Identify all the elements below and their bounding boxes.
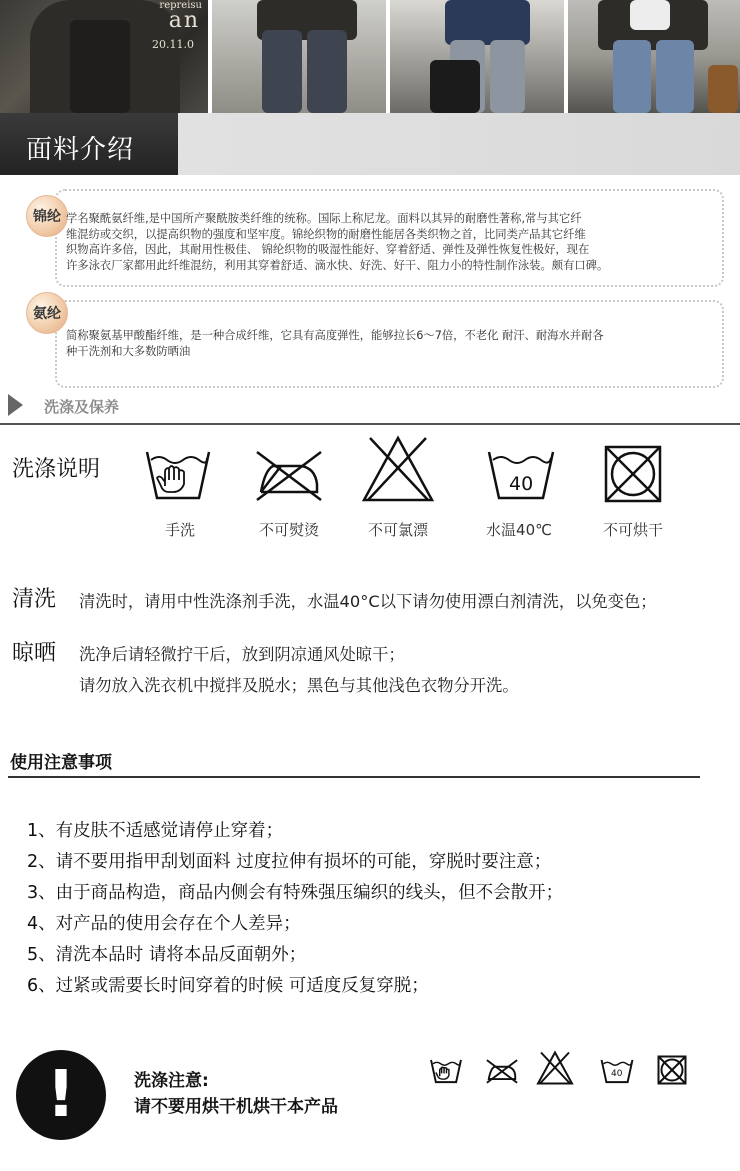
care-caption: 手洗 — [164, 521, 195, 539]
no-tumble-dry-icon — [603, 444, 663, 504]
model-photo-2 — [212, 0, 386, 113]
warning-text: 请不要用烘干机烘干本产品 — [134, 1097, 338, 1117]
cleaning-label: 清洗 — [12, 587, 57, 612]
fabric-line: 维混纺或交织，以提高织物的强度和坚牢度。锦纶织物的耐磨性能居各类织物之首，比同类产品其它纤维 — [66, 227, 586, 241]
drying-label: 晾晒 — [12, 641, 57, 666]
no-iron-icon — [485, 1057, 519, 1085]
divider — [8, 776, 700, 778]
hand-wash-icon — [143, 446, 213, 504]
wash-section-header — [8, 392, 208, 418]
fabric-badge-nylon: 锦纶 — [26, 195, 68, 237]
fabric-line: 种干洗剂和大多数防晒油 — [66, 344, 191, 358]
banner-tab — [0, 113, 178, 175]
warning-title: 洗涤注意: — [134, 1071, 209, 1091]
photo-caption-top: repreisu — [159, 0, 202, 11]
fabric-line: 简称聚氨基甲酸酯纤维，是一种合成纤维，它具有高度弹性，能够拉长6～7倍，不老化 耐汗、耐海水并耐各 — [66, 329, 604, 342]
note-item: 3、由于商品构造，商品内侧会有特殊强压编织的线头，但不会散开； — [27, 883, 564, 903]
no-bleach-icon — [536, 1050, 574, 1086]
note-item: 5、清洗本品时 请将本品反面朝外； — [27, 945, 307, 965]
notes-title: 使用注意事项 — [10, 753, 112, 773]
note-item: 1、有皮肤不适感觉请停止穿着； — [27, 821, 284, 841]
note-item: 4、对产品的使用会存在个人差异； — [27, 914, 301, 934]
fabric-description-spandex — [66, 328, 716, 359]
photo-caption-date: 20.11.0 — [152, 38, 194, 51]
drying-line: 请勿放入洗衣机中搅拌及脱水；黑色与其他浅色衣物分开洗。 — [79, 676, 519, 695]
note-item: 6、过紧或需要长时间穿着的时候 可适度反复穿脱； — [27, 976, 429, 996]
divider — [0, 423, 740, 425]
fabric-line: 学名聚酰氨纤维,是中国所产聚酰胺类纤维的统称。国际上称尼龙。面料以其异的耐磨性著称,常与其它纤 — [66, 212, 582, 225]
drying-line: 洗净后请轻微拧干后，放到阴凉通风处晾干； — [79, 645, 405, 664]
fabric-line: 许多泳衣厂家都用此纤维混纺，利用其穿着舒适、滴水快、好洗、好干、阻力小的特性制作泳装。颇有口碑。 — [66, 258, 609, 272]
fabric-badge-spandex: 氨纶 — [26, 292, 68, 334]
care-caption: 不可氯漂 — [367, 521, 428, 539]
play-triangle-icon — [8, 394, 23, 416]
care-caption: 不可烘干 — [602, 521, 663, 539]
wash-instructions-label: 洗涤说明 — [12, 457, 101, 482]
photo-strip — [0, 0, 740, 113]
fabric-description-nylon — [66, 211, 716, 273]
cleaning-text: 清洗时，请用中性洗涤剂手洗，水温40°C以下请勿使用漂白剂清洗，以免变色； — [79, 592, 657, 611]
hand-wash-icon — [429, 1057, 463, 1085]
note-item: 2、请不要用指甲刮划面料 过度拉伸有损坏的可能，穿脱时要注意； — [27, 852, 552, 872]
wash-temp-value: 40 — [509, 473, 534, 495]
model-photo-4 — [568, 0, 740, 113]
fabric-line: 织物高许多倍，因此，其耐用性极佳、 锦纶织物的吸湿性能好、穿着舒适、弹性及弹性恢复性极好，现在 — [66, 243, 590, 256]
model-photo-1 — [0, 0, 208, 113]
banner-title: 面料介绍 — [26, 135, 135, 165]
no-bleach-icon — [360, 434, 436, 504]
wash-temp-value-small: 40 — [611, 1069, 623, 1079]
no-iron-icon — [253, 446, 325, 504]
care-caption: 水温40℃ — [486, 521, 552, 539]
exclamation-mark: ! — [46, 1058, 76, 1132]
fabric-banner — [0, 113, 740, 175]
model-photo-3 — [390, 0, 564, 113]
no-tumble-dry-icon — [657, 1055, 687, 1085]
photo-caption: an — [168, 8, 200, 33]
wash-section-title: 洗涤及保养 — [44, 398, 120, 416]
care-caption: 不可熨烫 — [258, 521, 319, 539]
